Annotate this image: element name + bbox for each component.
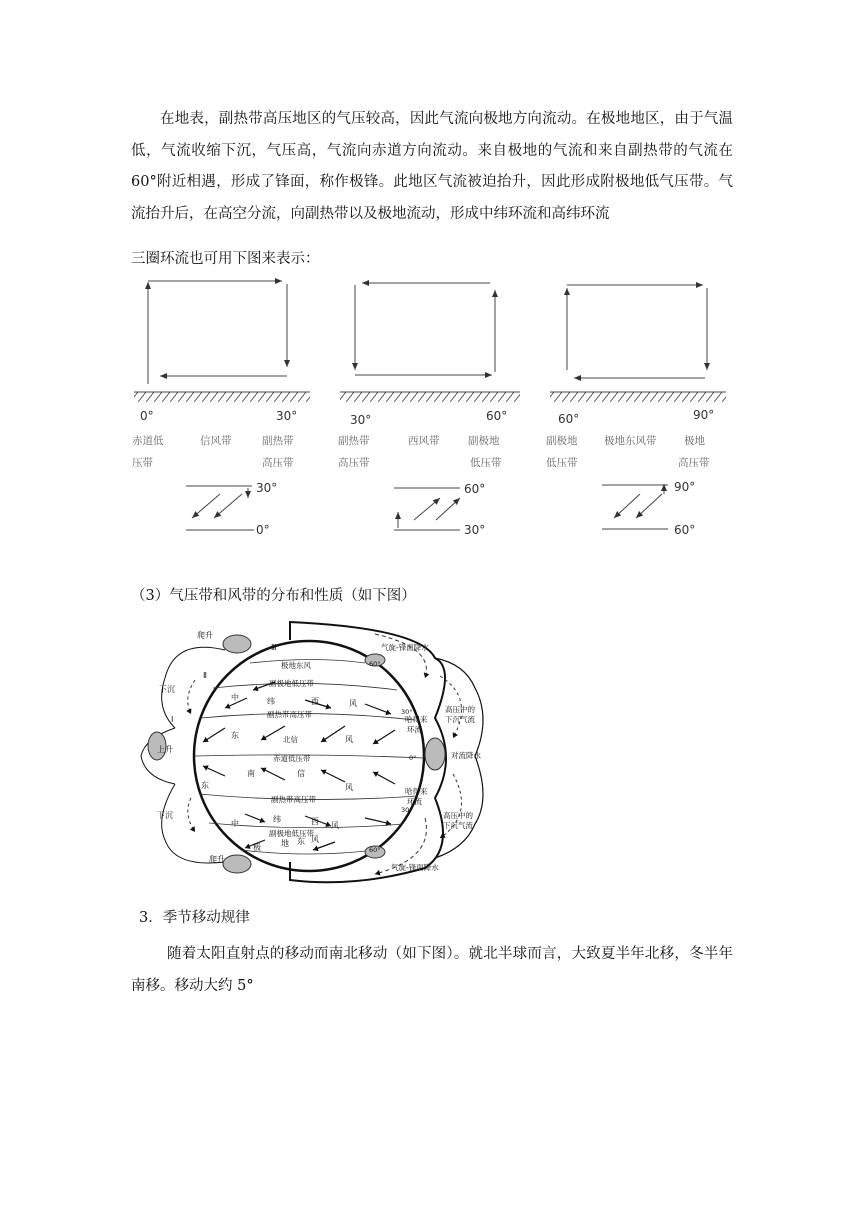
cell3-wind-diagram — [602, 480, 695, 537]
wind-n-5: 东 — [231, 731, 239, 740]
three-cell-caption: 三圈环流也可用下图来表示： — [131, 251, 320, 267]
belt-subpolar-low-s: 副极地低压带 — [269, 829, 314, 838]
cell3-lat-right: 90° — [693, 408, 715, 422]
wind-s-4: 风 — [345, 783, 353, 792]
wind-s-2: 信 — [297, 769, 305, 778]
wind-n-6: 风 — [345, 735, 353, 744]
cell1-belt-right-2: 高压带 — [262, 457, 294, 469]
wind-s-6: 纬 — [273, 815, 281, 824]
intro-paragraph: 在地表，副热带高压地区的气压较高，因此气流向极地方向流动。在极地地区，由于气温低，气流收缩下沉，气压高，气流向赤道方向流动。来自极地的气流和来自副热带的气流在60°附近相遇，形成了锋面，称作极锋。此地区气流被迫抬升，因此形成附极地低气压带。气流抬升后，在高空分流，向副热带以及极地流动，形成中纬环流和高纬环流 — [131, 111, 733, 222]
cell2-wind-diagram — [394, 482, 485, 537]
cloud-icon — [223, 855, 251, 873]
label-rise-top: 爬升 — [197, 631, 213, 640]
cell1-wind: 信风带 — [200, 435, 232, 447]
label-hadley-top-1: 哈得来 — [405, 715, 428, 724]
cell2-belt-right-1: 副极地 — [468, 435, 500, 447]
lat-mark-30n: 30° — [401, 708, 413, 716]
cell1-belt-left-1: 赤道低 — [132, 435, 164, 447]
wind-s-8: 风 — [331, 821, 339, 830]
cell2-small-top: 60° — [464, 482, 486, 496]
cell-numeral-1: Ⅰ — [171, 715, 174, 724]
lat-mark-0: 0° — [409, 754, 417, 762]
cell3-belt-left-1: 副极地 — [546, 435, 578, 447]
label-convection: 对流降水 — [451, 751, 481, 760]
cell1-lat-right: 30° — [276, 409, 298, 423]
cell3-belt-right-2: 高压带 — [678, 457, 710, 469]
three-cell-diagram — [130, 272, 730, 542]
label-hadley-top-2: 环流 — [407, 725, 422, 734]
cell2-wind: 西风带 — [408, 435, 440, 447]
label-subsiding-bottom-2: 下沉气流 — [443, 821, 473, 830]
lat-mark-60s: 60° — [369, 846, 381, 854]
label-rise-bottom: 爬升 — [209, 855, 225, 864]
label-subsiding-top-1: 高压中的 — [445, 705, 475, 714]
cell3-belt-left-2: 低压带 — [546, 457, 578, 469]
cell3-belt-right-1: 极地 — [684, 435, 705, 447]
label-hadley-bottom-2: 环流 — [407, 797, 422, 806]
wind-s-3: 东 — [201, 781, 209, 790]
label-front-top: 气旋-锋面降水 — [381, 643, 429, 652]
wind-n-4: 风 — [349, 699, 357, 708]
wind-s-1: 南 — [247, 769, 255, 778]
cell-ferrel — [340, 283, 520, 402]
wind-n-1: 中 — [231, 693, 239, 702]
wind-s-5: 中 — [231, 819, 239, 828]
cell-numeral-3: Ⅲ — [271, 643, 277, 652]
cell2-lat-right: 60° — [486, 409, 508, 423]
label-sink-top: 下沉 — [159, 685, 175, 694]
cell2-small-bottom: 30° — [464, 523, 486, 537]
cell1-lat-left: 0° — [140, 409, 154, 423]
cell3-small-top: 90° — [674, 480, 696, 494]
cell3-lat-left: 60° — [558, 412, 580, 426]
cell2-belt-left-2: 高压带 — [338, 457, 370, 469]
wind-s-9: 极 — [253, 843, 261, 852]
wind-s-10: 地 — [281, 839, 289, 848]
wind-s-7: 西 — [311, 817, 319, 826]
cell-hadley — [134, 281, 310, 402]
cell3-wind: 极地东风带 — [604, 435, 657, 447]
cell1-small-top: 30° — [256, 481, 278, 495]
belt-subpolar-low-n: 副极地低压带 — [269, 679, 314, 688]
wind-n-3: 西 — [311, 697, 319, 706]
cell1-wind-diagram — [186, 481, 277, 537]
cell3-small-bottom: 60° — [674, 523, 696, 537]
cell-polar — [550, 285, 726, 402]
lat-mark-30s: 30° — [401, 806, 413, 814]
global-circulation-figure — [135, 618, 495, 890]
belt-polar-easterlies: 极地东风 — [281, 661, 311, 670]
label-hadley-bottom-1: 哈得来 — [405, 787, 428, 796]
cell1-belt-right-1: 副热带 — [262, 435, 294, 447]
three-cell-figure — [130, 272, 730, 542]
label-subsiding-top-2: 下沉气流 — [445, 715, 475, 724]
cloud-icon — [425, 738, 445, 770]
cloud-icon — [223, 635, 251, 653]
section-seasonal-shift: 3．季节移动规律 — [139, 910, 250, 926]
pressure-belts-heading: （3）气压带和风带的分布和性质（如下图） — [131, 588, 416, 604]
belt-ne-trades: 北信 — [283, 735, 298, 744]
belt-subtropical-high-s: 副热带高压带 — [271, 795, 316, 804]
cell2-belt-right-2: 低压带 — [470, 457, 502, 469]
belt-equatorial-low: 赤道低压带 — [273, 754, 311, 763]
cell2-lat-left: 30° — [350, 413, 372, 427]
cell1-small-bottom: 0° — [256, 523, 270, 537]
cell2-belt-left-1: 副热带 — [338, 435, 370, 447]
wind-n-2: 纬 — [267, 697, 275, 706]
belt-subtropical-high-n: 副热带高压带 — [267, 710, 312, 719]
label-subsiding-bottom-1: 高压中的 — [443, 811, 473, 820]
wind-s-11: 东 — [297, 837, 305, 846]
global-circulation-diagram — [135, 618, 495, 890]
label-rise-mid: 上升 — [157, 745, 173, 754]
label-front-bottom: 气旋-锋面降水 — [391, 863, 439, 872]
cell-numeral-2: Ⅱ — [203, 671, 207, 680]
seasonal-paragraph: 随着太阳直射点的移动而南北移动（如下图）。就北半球而言，大致夏半年北移，冬半年南移。移动大约 5° — [131, 946, 733, 994]
lat-mark-60n: 60° — [369, 660, 381, 668]
cell1-belt-left-2: 压带 — [132, 457, 153, 469]
label-sink-bottom: 下沉 — [157, 811, 173, 820]
wind-s-12: 风 — [311, 835, 319, 844]
